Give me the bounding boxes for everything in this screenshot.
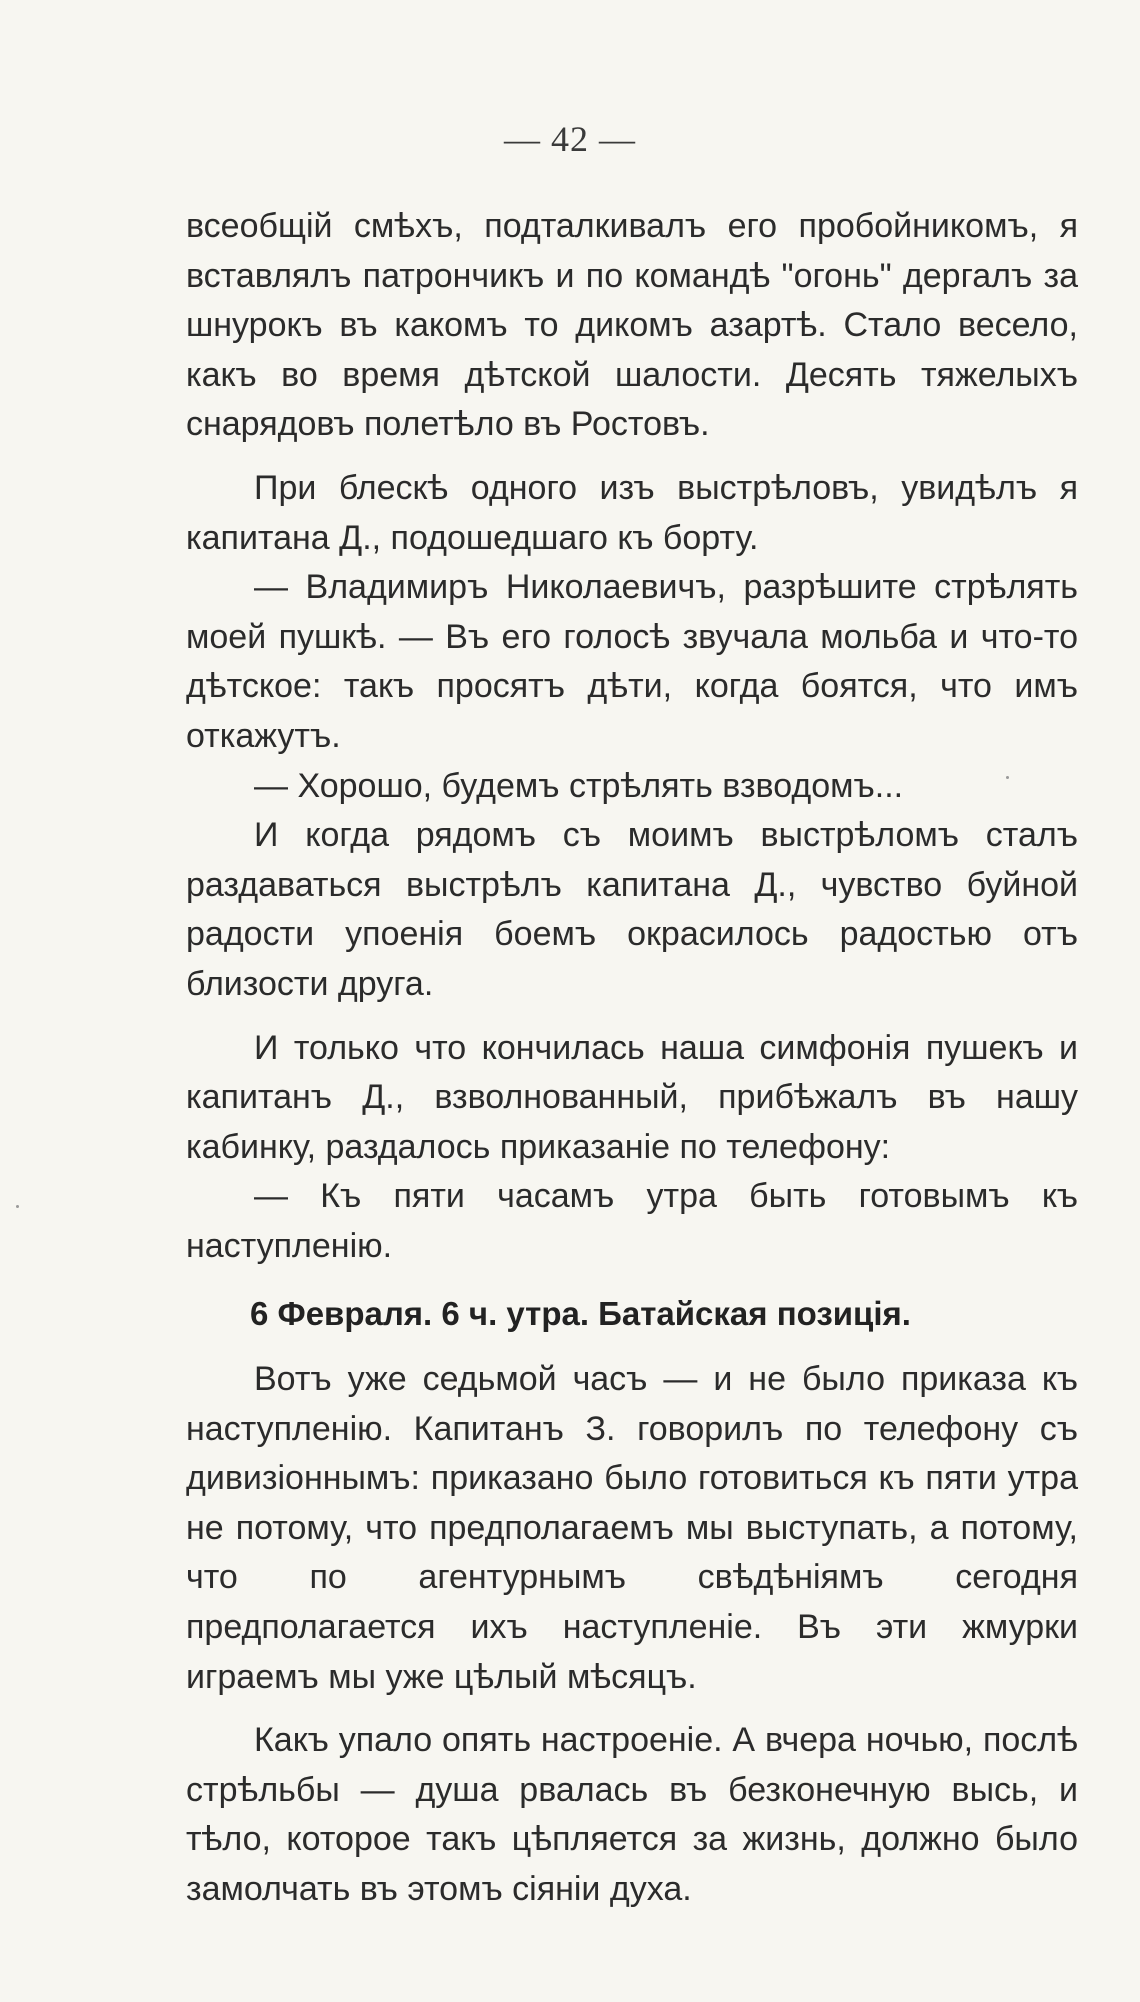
paragraph-telephone-order: И только что кончилась наша симфонія пушекъ и капитанъ Д., взволнованный, прибѣжалъ въ нашу кабинку, раздалось приказаніе по телефону:: [186, 1028, 1078, 1166]
paragraph-waiting: Вотъ уже седьмой часъ — и не было приказа къ наступленію. Капитанъ З. говорилъ по телефону съ дивизіоннымъ: приказано было готовиться къ пяти утра не потому, что предполагаемъ мы выступать, а потому, что по агентурнымъ свѣдѣніямъ сегодня предполагается ихъ наступленіе. Въ эти жмурки играемъ мы уже цѣлый мѣсяцъ.: [186, 1360, 1078, 1696]
paragraph-mood: Какъ упало опять настроеніе. А вчера ночью, послѣ стрѣльбы — душа рвалась въ безконечную высь, и тѣло, которое такъ цѣпляется за жизнь, должно было замолчать въ этомъ сіяніи духа.: [186, 1721, 1078, 1908]
paragraph-flash-of-shot: При блескѣ одного изъ выстрѣловъ, увидѣлъ я капитана Д., подошедшаго къ борту.: [186, 468, 1078, 557]
paper-speck: [1006, 776, 1009, 779]
paragraph-request-to-fire: — Владимиръ Николаевичъ, разрѣшите стрѣлять моей пушкѣ. — Въ его голосѣ звучала мольба и что-то дѣтское: такъ просятъ дѣти, когда боятся, что имъ откажутъ.: [186, 568, 1078, 755]
paper-speck: [16, 1205, 19, 1208]
page-body: [186, 202, 1078, 1915]
diary-entry-heading: 6 Февраля. 6 ч. утра. Батайская позиція.: [250, 1295, 911, 1333]
paragraph-order-text: — Къ пяти часамъ утра быть готовымъ къ наступленію.: [186, 1177, 1078, 1265]
paragraph-joint-fire: И когда рядомъ съ моимъ выстрѣломъ сталъ раздаваться выстрѣлъ капитана Д., чувство буйной радости упоенія боемъ окрасилось радостью отъ близости друга.: [186, 816, 1078, 1003]
paragraph-reply: — Хорошо, будемъ стрѣлять взводомъ...: [254, 766, 904, 805]
paragraph-continued: всеобщій смѣхъ, подталкивалъ его пробойникомъ, я вставлялъ патрончикъ и по командѣ "огонь" дергалъ за шнурокъ въ какомъ то дикомъ азартѣ. Стало весело, какъ во время дѣтской шалости. Десять тяжелыхъ снарядовъ полетѣло въ Ростовъ.: [186, 207, 1078, 444]
page-number: — 42 —: [504, 119, 636, 159]
